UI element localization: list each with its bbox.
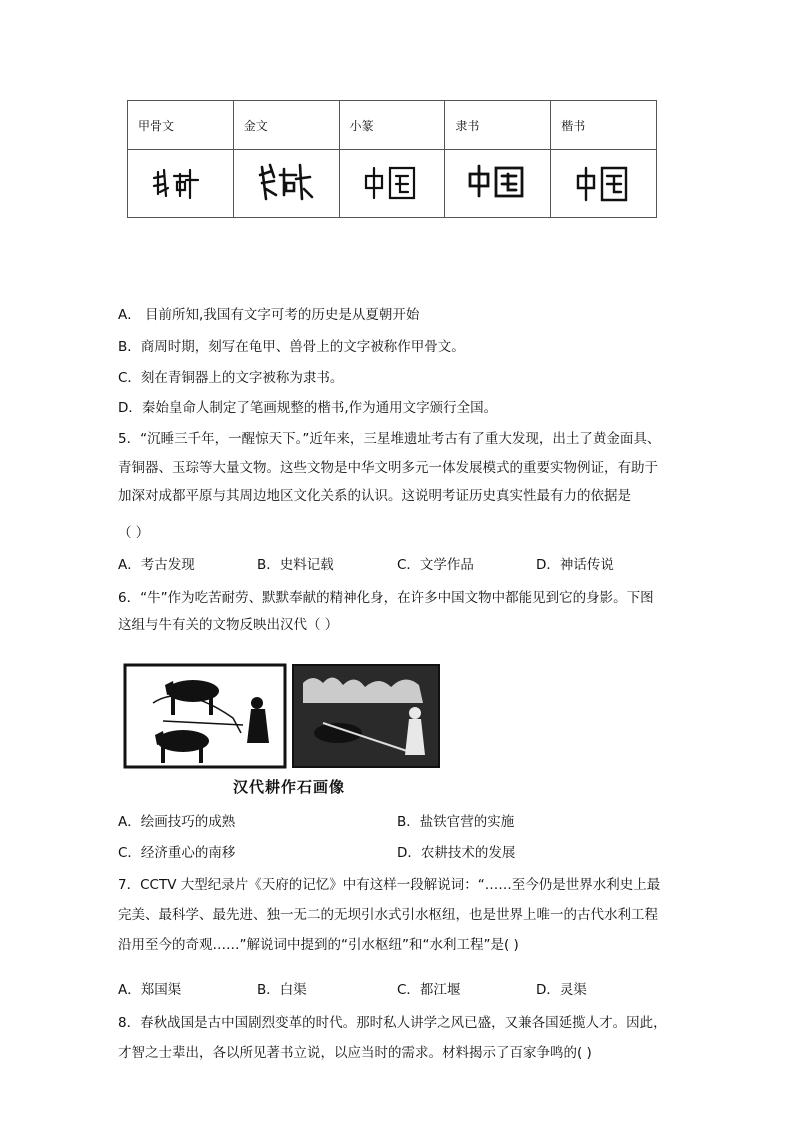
clerical-script-glyph-image [466,162,530,202]
glyph-cell-clerical [445,150,551,218]
q5-answer-paren: （ ） [118,525,150,541]
q7-option-c: C．都江堰 [397,982,461,998]
q5-option-c: C．文学作品 [397,557,474,573]
glyph-cell-oracle [128,150,234,218]
q5-option-a: A．考古发现 [118,557,195,573]
q6-line-1: 6．“牛”作为吃苦耐劳、默默奉献的精神化身，在许多中国文物中都能见到它的身影。下图 [118,590,654,606]
q5-line-1: 5．“沉睡三千年，一醒惊天下。”近年来，三星堆遗址考古有了重大发现，出土了黄金面具、 [118,431,661,447]
q6-option-a: A．绘画技巧的成熟 [118,814,236,830]
script-evolution-table [127,100,657,218]
table-header-row [128,101,657,150]
q6-line-2: 这组与牛有关的文物反映出汉代（ ） [118,617,339,633]
header-bronze: 金文 [233,101,339,150]
q4-option-d: D．秦始皇命人制定了笔画规整的楷书,作为通用文字颁行全国。 [118,400,498,416]
q7-option-d: D．灵渠 [536,982,587,998]
bronze-inscription-glyph-image [256,159,316,205]
q4-option-a: A． 目前所知,我国有文字可考的历史是从夏朝开始 [118,307,420,323]
q8-line-1: 8．春秋战国是古中国剧烈变革的时代。那时私人讲学之风已盛，又兼各国延揽人才。因此， [118,1015,667,1031]
q4-option-c: C．刻在青铜器上的文字被称为隶书。 [118,370,344,386]
header-regular: 楷书 [551,101,657,150]
header-clerical: 隶书 [445,101,551,150]
ox-image-caption: 汉代耕作石画像 [233,778,346,796]
q7-line-2: 完美、最科学、最先进、独一无二的无坝引水式引水枢纽，也是世界上唯一的古代水利工程 [118,907,658,923]
q6-option-d: D．农耕技术的发展 [397,845,516,861]
q7-line-3: 沿用至今的奇观……”解说词中提到的“引水枢纽”和“水利工程”是( ) [118,937,519,953]
regular-script-glyph-image [574,162,634,202]
q5-option-b: B．史料记载 [257,557,334,573]
q5-option-d: D．神话传说 [536,557,614,573]
header-small-seal: 小篆 [339,101,445,150]
q7-option-a: A．郑国渠 [118,982,182,998]
q4-option-b: B．商周时期，刻写在龟甲、兽骨上的文字被称作甲骨文。 [118,339,465,355]
header-oracle-bone: 甲骨文 [128,101,234,150]
q8-line-2: 才智之士辈出，各以所见著书立说，以应当时的需求。材料揭示了百家争鸣的( ) [118,1045,592,1061]
q6-option-c: C．经济重心的南移 [118,845,236,861]
q7-line-1: 7．CCTV 大型纪录片《天府的记忆》中有这样一段解说词：“……至今仍是世界水利史上最 [118,877,661,893]
q5-line-2: 青铜器、玉琮等大量文物。这些文物是中华文明多元一体发展模式的重要实物例证，有助于 [118,460,658,476]
q5-line-3: 加深对成都平原与其周边地区文化关系的认识。这说明考证历史真实性最有力的依据是 [118,488,631,504]
small-seal-glyph-image [362,162,422,202]
table-glyph-row [128,150,657,218]
q6-option-b: B．盐铁官营的实施 [397,814,515,830]
oracle-bone-glyph-image [150,162,210,202]
glyph-cell-bronze [233,150,339,218]
glyph-cell-small-seal [339,150,445,218]
ox-plowing-illustration [123,663,443,773]
glyph-cell-regular [551,150,657,218]
q7-option-b: B．白渠 [257,982,307,998]
